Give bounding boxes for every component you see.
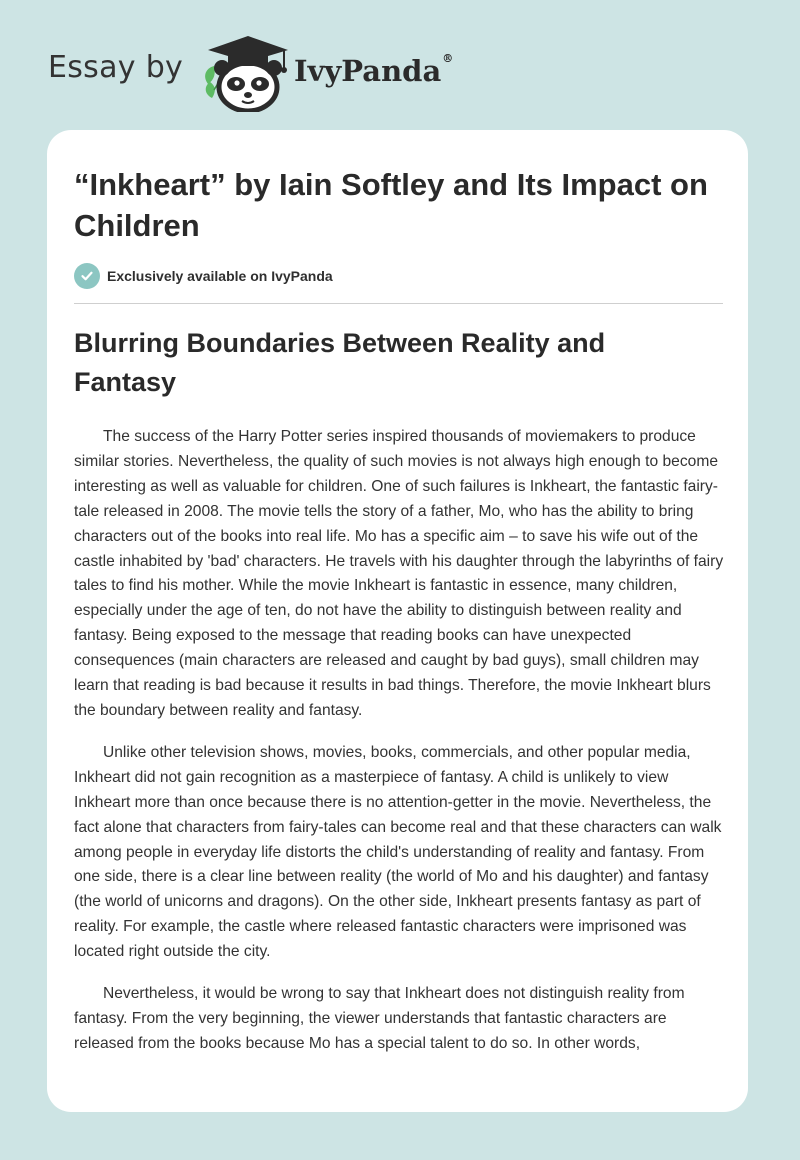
site-header — [48, 30, 548, 110]
paragraph: Unlike other television shows, movies, books, commercials, and other popular media, Inkheart did not gain recognition as a masterpiece of fantasy. A child is unlikely to view Inkheart more than once because there is no attention-getter in the movie. Nevertheless, the fact alone that characters from fairy-tales can become real and that these characters can walk among people in everyday life distorts the child's understanding of reality and fantasy. From one side, there is a clear line between reality (the world of Mo and his daughter) and fantasy (the world of unicorns and dragons). On the other side, Inkheart presents fantasy as part of reality. For example, the castle where released fantastic characters were imprisoned was located right outside the city. — [74, 743, 722, 961]
article-title: “Inkheart” by Iain Softley and Its Impact on Children — [74, 167, 708, 243]
paragraph: Nevertheless, it would be wrong to say that Inkheart does not distinguish reality from fantasy. From the very beginning, the viewer understands that fantastic characters are released from the books because Mo has a special talent to do so. In other words, — [74, 985, 685, 1052]
brand-name: IvyPanda® — [294, 52, 454, 88]
title-divider — [74, 303, 723, 304]
exclusive-badge-label: Exclusively available on IvyPanda — [107, 268, 333, 284]
section-heading: Blurring Boundaries Between Reality and Fantasy — [74, 328, 606, 397]
exclusive-badge — [74, 263, 333, 289]
registered-mark: ® — [442, 52, 454, 65]
checkmark-icon — [74, 263, 100, 289]
panda-graduate-logo-icon — [200, 32, 292, 112]
paragraph: The success of the Harry Potter series inspired thousands of moviemakers to produce similar stories. Nevertheless, the quality of such movies is not always high enough to become interesting as well as valuable for children. One of such failures is Inkheart, the fantastic fairy-tale released in 2008. The movie tells the story of a father, Mo, who has the ability to bring characters out of the books into real life. Mo has a specific aim – to save his wife out of the castle inhabited by 'bad' characters. He travels with his daughter through the labyrinths of fairy tales to find his mother. While the movie Inkheart is fantastic in essence, many children, especially under the age of ten, do not have the ability to distinguish between reality and fantasy. Being exposed to the message that reading books can have unexpected consequences (main characters are released and caught by bad guys), small children may learn that reading is bad because it results in bad things. Therefore, the movie Inkheart blurs the boundary between reality and fantasy. — [74, 428, 724, 719]
article-body — [74, 425, 724, 1074]
essay-by-label: Essay by — [48, 50, 184, 85]
article-card — [47, 130, 748, 1112]
